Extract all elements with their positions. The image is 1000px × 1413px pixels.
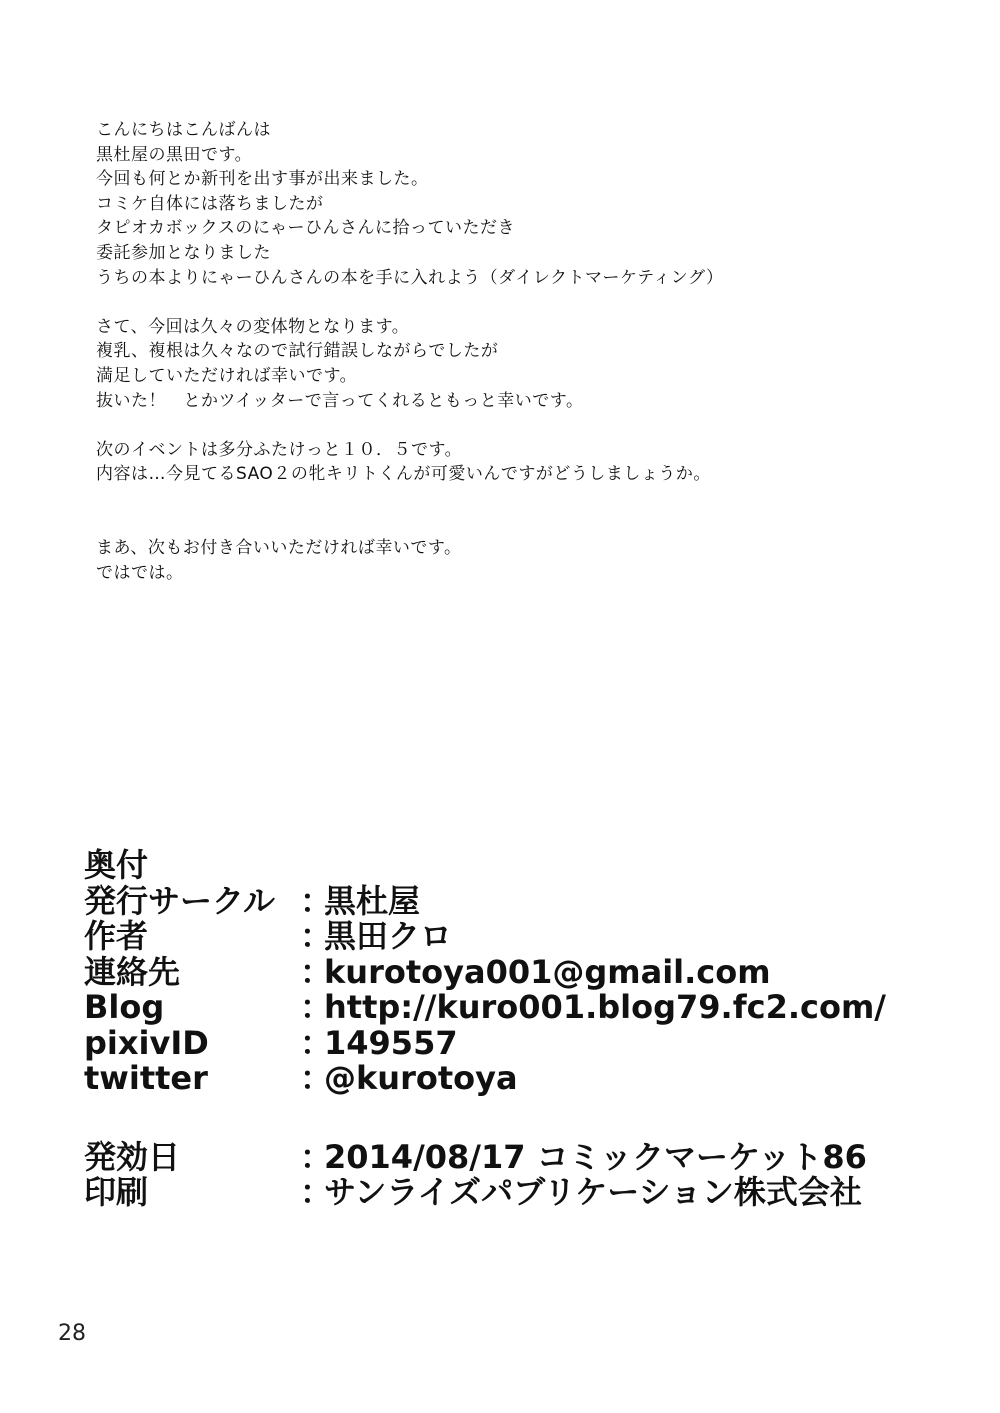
contact-email: kurotoya001@gmail.com: [324, 954, 771, 990]
afterword-line: 内容は…今見てるSAO２の牝キリトくんが可愛いんですがどうしましょうか。: [96, 464, 711, 485]
afterword-line: 次のイベントは多分ふたけっと１０．５です。: [96, 439, 463, 460]
afterword-text: [96, 118, 916, 585]
separator: ：: [300, 988, 333, 1026]
date-label: 発効日: [84, 1139, 181, 1175]
colophon: [84, 848, 944, 1211]
afterword-line: さて、今回は久々の変体物となります。: [96, 316, 410, 337]
author-value: 黒田クロ: [324, 919, 453, 955]
colophon-row-contact: [84, 952, 944, 991]
afterword-line: ではでは。: [96, 562, 184, 583]
separator: ：: [300, 917, 333, 955]
blog-url: http://kuro001.blog79.fc2.com/: [324, 990, 886, 1026]
afterword-line: こんにちはこんばんは: [96, 120, 271, 140]
afterword-line: [96, 413, 916, 438]
afterword-line: うちの本よりにゃーひんさんの本を手に入れよう（ダイレクトマーケティング）: [96, 267, 724, 288]
contact-label: 連絡先: [84, 954, 181, 990]
circle-label: 発行サークル: [84, 883, 276, 919]
printer-label: 印刷: [84, 1175, 149, 1211]
colophon-row-author: [84, 919, 944, 955]
afterword-line: 今回も何とか新刊を出す事が出来ました。: [96, 169, 429, 190]
colophon-row-circle: [84, 881, 944, 920]
separator: ：: [300, 1023, 333, 1062]
afterword-line: 抜いた！ とかツイッターで言ってくれるともっと幸いです。: [96, 390, 584, 411]
pixiv-id: 149557: [324, 1025, 458, 1061]
pixiv-label: pixivID: [84, 1025, 209, 1061]
printer-name: サンライズパブリケーション株式会社: [324, 1175, 862, 1211]
author-label: 作者: [84, 919, 149, 955]
colophon-row-twitter: [84, 1061, 944, 1097]
separator: ：: [300, 1137, 333, 1176]
afterword-line: タピオカボックスのにゃーひんさんに拾っていただき: [96, 218, 515, 239]
separator: ：: [300, 952, 333, 991]
colophon-row-printer: [84, 1175, 944, 1211]
page-number: 28: [58, 1321, 86, 1346]
spacer: [84, 1097, 944, 1140]
afterword-line: コミケ自体には落ちましたが: [96, 193, 324, 214]
afterword-line: [96, 290, 916, 315]
afterword-line: 委託参加となりました: [96, 242, 271, 263]
twitter-handle: @kurotoya: [324, 1061, 518, 1097]
afterword-line: [96, 512, 916, 537]
afterword-line: [96, 487, 916, 512]
afterword-line: 黒杜屋の黒田です。: [96, 144, 253, 165]
afterword-line: 満足していただければ幸いです。: [96, 365, 358, 386]
separator: ：: [300, 1173, 333, 1211]
colophon-title: 奥付: [84, 846, 149, 884]
colophon-row-pixiv: [84, 1023, 944, 1062]
blog-label: Blog: [84, 990, 165, 1026]
afterword-line: 複乳、複根は久々なので試行錯誤しながらでしたが: [96, 341, 499, 362]
separator: ：: [300, 881, 333, 920]
colophon-row-blog: [84, 990, 944, 1026]
twitter-label: twitter: [84, 1061, 208, 1097]
colophon-row-date: [84, 1137, 944, 1176]
issue-date: 2014/08/17 コミックマーケット86: [324, 1139, 867, 1175]
afterword-line: まあ、次もお付き合いいただければ幸いです。: [96, 538, 462, 559]
separator: ：: [300, 1059, 333, 1097]
circle-value: 黒杜屋: [324, 883, 421, 919]
